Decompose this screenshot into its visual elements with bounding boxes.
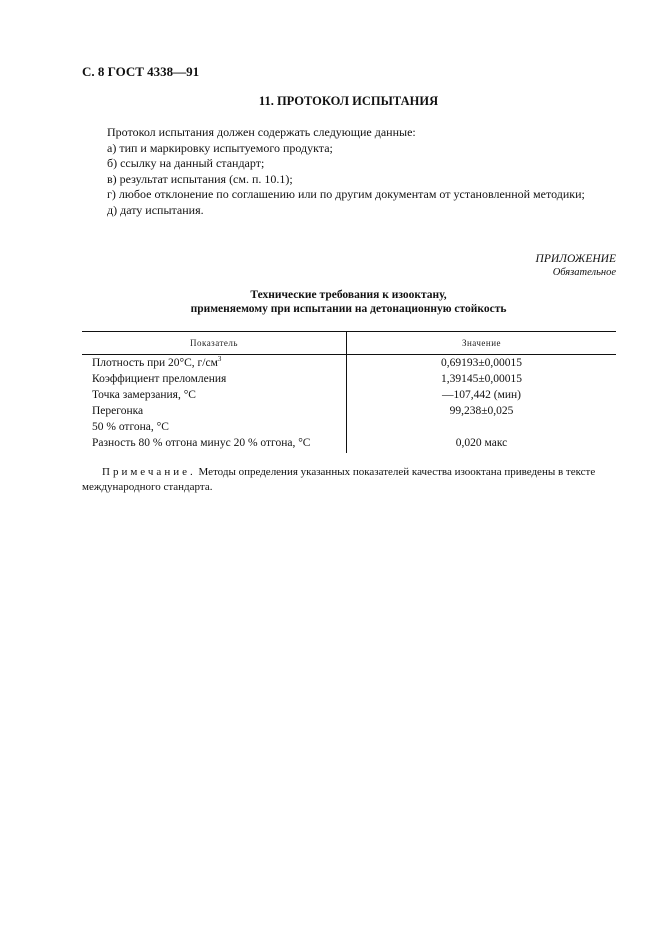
list-item: г) любое отклонение по соглашению или по другим документам от установленной методики;	[107, 187, 585, 202]
protocol-intro: Протокол испытания должен содержать следующие данные:	[107, 125, 416, 139]
table-row	[0, 373, 661, 389]
list-item: а) тип и маркировку испытуемого продукта;	[107, 140, 333, 155]
row-indicator: Коэффициент преломления	[92, 373, 227, 385]
table-title-line-1: Технические требования к изооктану,	[250, 289, 447, 301]
appendix-status: Обязательное	[552, 267, 616, 278]
list-item: д) дату испытания.	[107, 202, 204, 217]
table-title	[0, 288, 661, 316]
note-text: Методы определения указанных показателей качества изооктана приведены в тексте международного стандарта.	[82, 466, 596, 493]
row-indicator: 50 % отгона, °С	[92, 421, 169, 433]
section-title: 11. ПРОТОКОЛ ИСПЫТАНИЯ	[258, 94, 439, 108]
row-value: 1,39145±0,00015	[440, 373, 523, 385]
appendix-heading	[536, 253, 616, 279]
table-title-line-2: применяемому при испытании на детонационную стойкость	[190, 303, 507, 315]
list-item: б) ссылку на данный стандарт;	[107, 156, 265, 171]
table-header-rule	[82, 354, 616, 355]
table-top-rule	[82, 331, 616, 332]
row-value: 0,020 макс	[455, 437, 508, 449]
appendix-label: ПРИЛОЖЕНИЕ	[535, 253, 616, 265]
column-header-indicator: Показатель	[189, 338, 239, 348]
row-value: —107,442 (мин)	[442, 389, 521, 401]
row-value: 0,69193±0,00015	[440, 357, 523, 369]
table-row	[0, 357, 661, 373]
table-note	[82, 465, 616, 495]
protocol-list	[107, 125, 585, 219]
row-indicator: Перегонка	[92, 405, 144, 417]
table-row	[0, 421, 661, 437]
note-label: Примечание.	[102, 466, 196, 478]
row-value: 99,238±0,025	[449, 405, 514, 417]
column-header-value: Значение	[461, 338, 502, 348]
row-indicator: Точка замерзания, °С	[92, 389, 196, 401]
row-indicator: Плотность при 20°С, $г/см^3$	[92, 355, 222, 369]
table-row	[0, 437, 661, 453]
table-row	[0, 405, 661, 421]
list-item: в) результат испытания (см. п. 10.1);	[107, 171, 293, 186]
row-indicator: Разность 80 % отгона минус 20 % отгона, °С	[92, 437, 311, 449]
page-header: С. 8 ГОСТ 4338—91	[82, 64, 200, 79]
table-row	[0, 389, 661, 405]
